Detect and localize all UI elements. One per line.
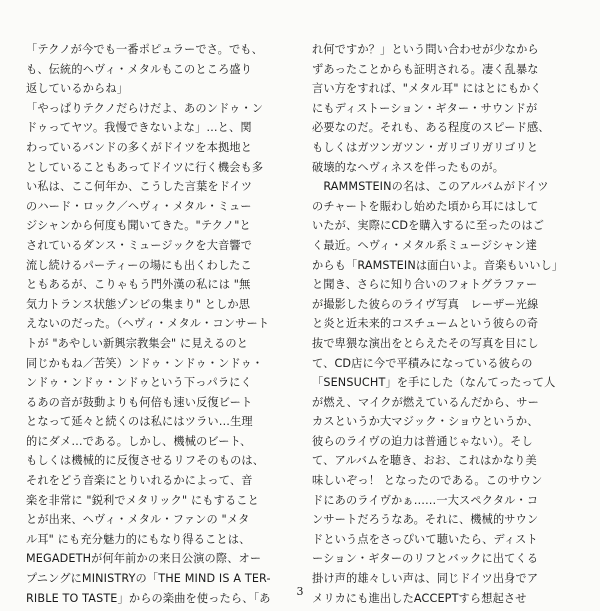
text-line: もしくはガツンガツン・ガリゴリガリゴリと xyxy=(312,140,539,154)
text-line: ドにあのライヴかぁ……一大スペクタル・コ xyxy=(312,493,539,507)
text-line: としていることもあってドイツに行く機会も多 xyxy=(26,160,264,174)
text-line: が燃え、マイクが燃えているんだから、サー xyxy=(312,395,539,409)
text-line: えないのだった。（ヘヴィ・メタル・コンサート xyxy=(26,317,270,331)
text-line: 言い方をすれば、"メタル耳" にはとにもかく xyxy=(312,82,542,96)
text-line: ジシャンから何度も聞いてきた。"テクノ"と xyxy=(26,219,251,233)
text-line: ンドゥ・ンドゥ・ンドゥという下っパラにく xyxy=(26,376,252,390)
text-line: い私は、ここ何年か、こうした言葉をドイツ xyxy=(26,180,253,194)
text-line: もしくは機械的に反復させるリフそのものは、 xyxy=(26,454,265,468)
text-line: 「SENSUCHT」を手にした（なんてったって人 xyxy=(312,376,556,390)
text-line: トが "あやしい新興宗教集会" に見えるのと xyxy=(26,336,249,350)
text-line: と聞き、さらに知り合いのフォトグラファー xyxy=(312,278,538,292)
text-line: RAMMSTEINの名は、このアルバムがドイツ xyxy=(312,180,549,194)
text-line: いたが、実際にCDを購入するに至ったのはご xyxy=(312,219,545,233)
text-line: のハード・ロック／ヘヴィ・メタル・ミュー xyxy=(26,199,252,213)
page-number: 3 xyxy=(296,585,304,598)
text-line: ーション・ギターのリフとバックに出てくる xyxy=(312,552,539,566)
text-line: 同じかもね／苦笑）ンドゥ・ンドゥ・ンドゥ・ xyxy=(26,356,264,370)
text-line: 「やっぱりテクノだらけだよ、あのンドゥ・ン xyxy=(26,101,264,115)
text-line: て、アルバムを聴き、おお、これはかなり美 xyxy=(312,454,537,468)
text-line: されているダンス・ミュージックを大音響で xyxy=(26,238,253,252)
text-line: も、伝統的ヘヴィ・メタルもこのところ盛り xyxy=(26,62,253,76)
left-column xyxy=(26,40,296,608)
text-line: カスというか大マジック・ショウというか、 xyxy=(312,415,539,429)
text-line: 必要なのだ。それも、ある程度のスピード感、 xyxy=(312,121,550,135)
text-line: メリカにも進出したACCEPTすら想起させ xyxy=(312,591,527,605)
text-line: 味しいぞっ！ となったのである。このサウン xyxy=(312,474,543,488)
text-line: わっているバンドの多くがドイツを本拠地と xyxy=(26,140,253,154)
text-line: 彼らのライヴの迫力は普通じゃない）。そし xyxy=(312,434,533,448)
text-line: て、CD店に今で平積みになっている彼らの xyxy=(312,356,533,370)
text-line: それをどう音楽にとりいれるかによって、音 xyxy=(26,474,253,488)
text-line: 破壊的なヘヴィネスを伴ったものが。 xyxy=(312,160,505,174)
text-line: ンサートだろうなあ。それに、機械的サウン xyxy=(312,513,539,527)
text-line: れ何ですか？」という問い合わせが少なから xyxy=(312,43,539,56)
text-line: にもディストーション・ギター・サウンドが xyxy=(312,101,538,115)
text-line: ドゥってヤツ。我慢できないよな」…と、関 xyxy=(26,121,252,135)
text-line: 抜で卑猥な演出をとらえたその写真を目にし xyxy=(312,336,539,350)
text-line: 掛け声的雄々しい声は、同じドイツ出身でア xyxy=(312,572,539,586)
text-line: からも「RAMSTEINは面白いよ。音楽もいいし」 xyxy=(312,258,564,272)
text-line: く最近。ヘヴィ・メタル系ミュージシャン達 xyxy=(312,238,538,252)
text-line: ともあるが、こりゃもう門外漢の私には "無 xyxy=(26,278,251,292)
text-line: のチャートを賑わし始めた頃から耳にはして xyxy=(312,199,539,213)
text-line: が撮影した彼らのライヴ写真 レーザー光線 xyxy=(312,297,539,311)
text-line: RIBLE TO TASTE」からの楽曲を使ったら、「あ xyxy=(26,591,271,605)
text-line: 流し続けるパーティーの場にも出くわしたこ xyxy=(26,258,252,272)
text-line: プニングにMINISTRYの「THE MIND IS A TER- xyxy=(26,572,271,586)
text-line: と炎と近未来的コスチュームという彼らの奇 xyxy=(312,317,539,331)
text-line: 「テクノが今でも一番ポピュラーでさ。でも、 xyxy=(26,43,263,56)
text-line: となって延々と続くのは私にはツラい…生理 xyxy=(26,415,253,429)
text-line: 返しているからね」 xyxy=(26,82,129,96)
text-line: 的にダメ…である。しかし、機械のビート、 xyxy=(26,434,252,448)
text-line: 気力トランス状態ゾンビの集まり" としか思 xyxy=(26,297,251,311)
text-line: MEGADETHが何年前かの来日公演の際、オー xyxy=(26,552,262,566)
text-line: るあの音が鼓動よりも何倍も速い反復ビート xyxy=(26,395,253,409)
text-line: ル耳" にも充分魅力的にもなり得ることは、 xyxy=(26,532,251,546)
right-column xyxy=(312,40,582,608)
text-line: とが出来、ヘヴィ・メタル・ファンの "メタ xyxy=(26,513,250,527)
text-line: ドという点をさっぴいて聴いたら、ディスト xyxy=(312,532,538,546)
text-line: ずあったことからも証明される。凄く乱暴な xyxy=(312,62,539,76)
text-line: 楽を非常に "鋭利でメタリック" にもすること xyxy=(26,493,259,507)
